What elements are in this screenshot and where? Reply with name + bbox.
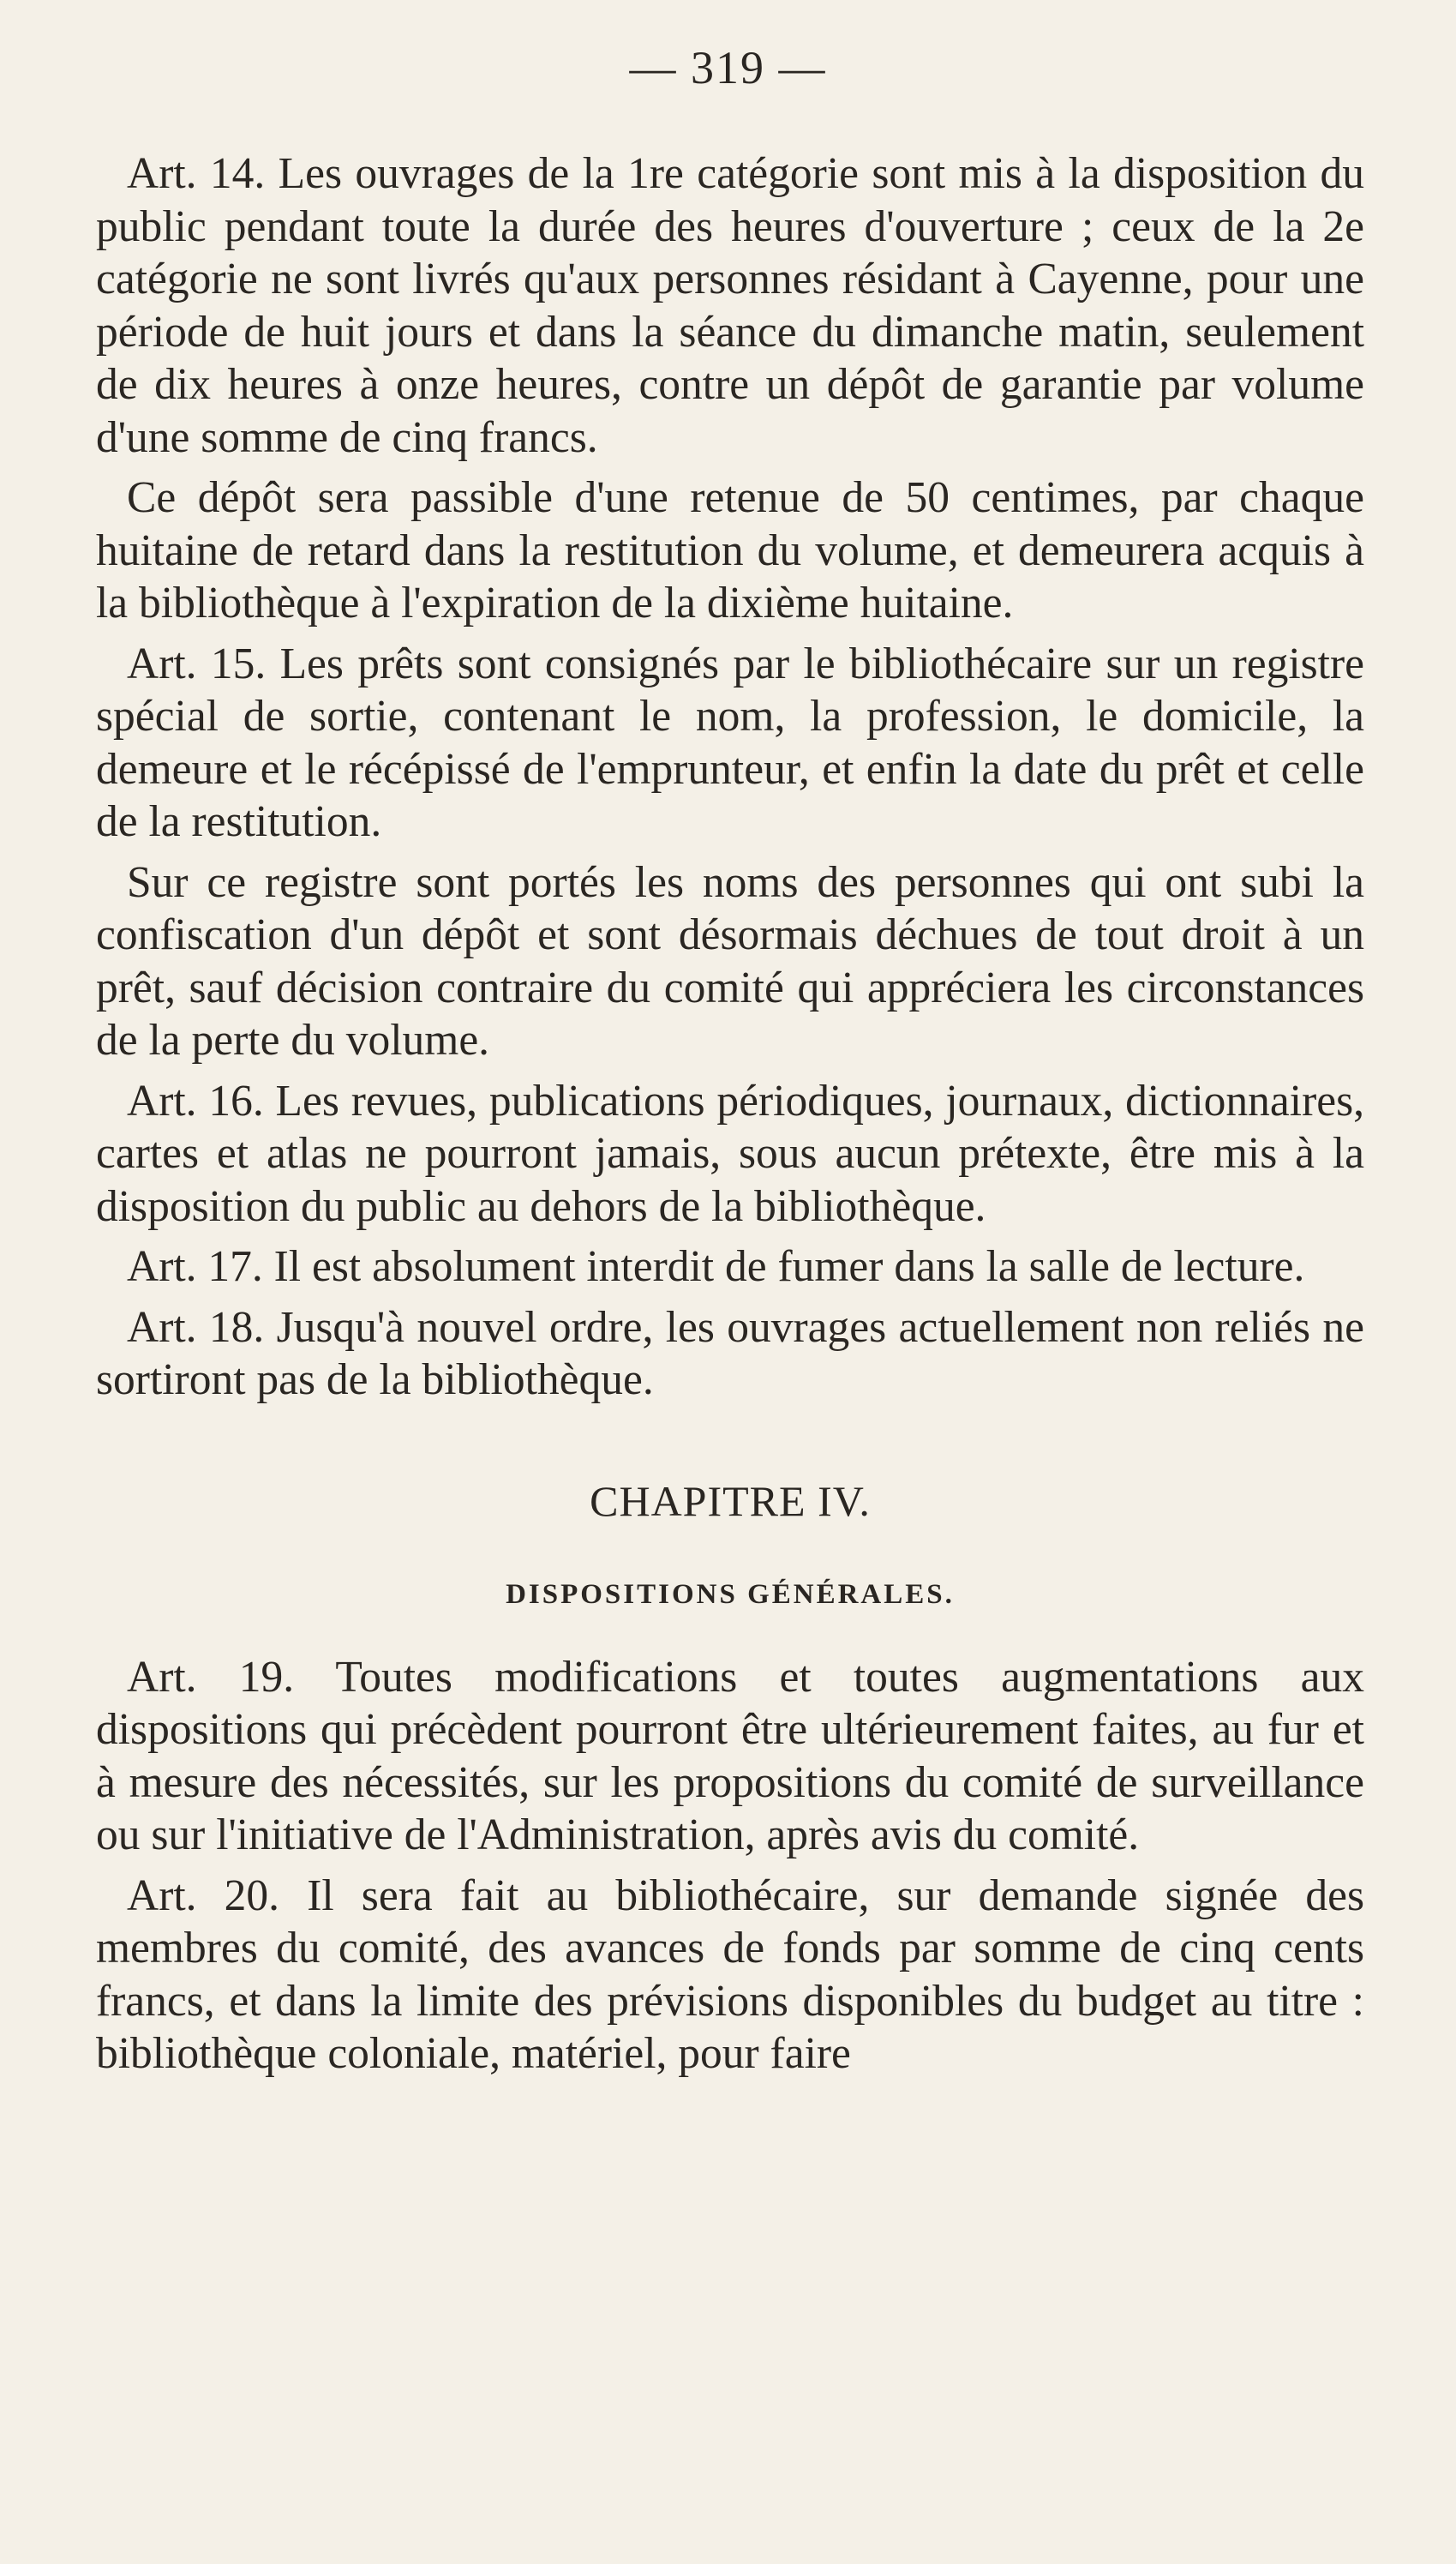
article-16: Art. 16. Les revues, publications périodiques, journaux, dictionnaires, cartes et atlas ne pourront jamais, sous aucun prétexte, être mis à la disposition du public au dehors de la bibliothèque. bbox=[96, 1076, 1364, 1231]
article-18: Art. 18. Jusqu'à nouvel ordre, les ouvrages actuellement non reliés ne sortiront pas de la bibliothèque. bbox=[96, 1302, 1364, 1404]
article-15: Art. 15. Les prêts sont consignés par le bibliothécaire sur un registre spécial de sortie, contenant le nom, la profession, le domicile, la demeure et le récépissé de l'emprunteur, et enfin la date du prêt et celle de la restitution. bbox=[96, 639, 1364, 846]
article-15-continuation: Sur ce registre sont portés les noms des personnes qui ont subi la confiscation d'un dépôt et sont désormais déchues de tout droit à un prêt, sauf décision contraire du comité qui appréciera les circonstances de la perte du volume. bbox=[96, 857, 1364, 1065]
section-heading: DISPOSITIONS GÉNÉRALES. bbox=[506, 1579, 955, 1610]
page-number: — 319 — bbox=[629, 42, 827, 93]
article-14: Art. 14. Les ouvrages de la 1re catégorie sont mis à la disposition du public pendant toute la durée des heures d'ouverture ; ceux de la 2e catégorie ne sont livrés qu'aux personnes résidant à Cayenne, pour une période de huit jours et dans la séance du dimanche matin, seulement de dix heures à onze heures, contre un dépôt de garantie par volume d'une somme de cinq francs. bbox=[96, 149, 1364, 462]
page-body bbox=[96, 147, 1364, 2081]
article-14-continuation: Ce dépôt sera passible d'une retenue de 50 centimes, par chaque huitaine de retard dans la restitution du volume, et demeurera acquis à la bibliothèque à l'expiration de la dixième huitaine. bbox=[96, 473, 1364, 627]
chapter-heading: CHAPITRE IV. bbox=[590, 1476, 871, 1525]
article-17: Art. 17. Il est absolument interdit de fumer dans la salle de lecture. bbox=[127, 1242, 1305, 1291]
article-19: Art. 19. Toutes modifications et toutes augmentations aux dispositions qui précèdent pourront être ultérieurement faites, au fur et à mesure des nécessités, sur les propositions du comité de surveillance ou sur l'initiative de l'Administration, après avis du comité. bbox=[96, 1652, 1364, 1859]
article-20: Art. 20. Il sera fait au bibliothécaire, sur demande signée des membres du comité, des avances de fonds par somme de cinq cents francs, et dans la limite des prévisions disponibles du budget au titre : bibliothèque coloniale, matériel, pour faire bbox=[96, 1870, 1364, 2078]
